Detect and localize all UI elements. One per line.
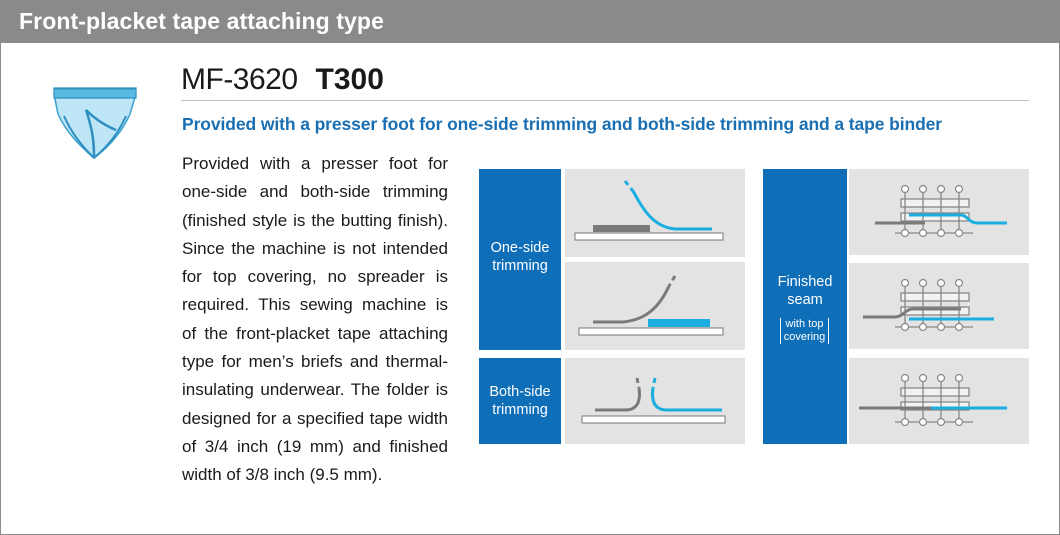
label-line: Both-side	[489, 384, 551, 400]
one-side-diagram-2	[565, 262, 745, 350]
page-title: Front-placket tape attaching type	[19, 8, 384, 34]
one-side-trimming-label	[479, 169, 561, 350]
divider	[181, 100, 1029, 101]
feature-headline: Provided with a presser foot for one-side trimming and both-side trimming and a tape binder	[182, 114, 943, 134]
note-line: covering	[783, 331, 826, 343]
finished-seam-diagram-3	[849, 358, 1029, 444]
note-line: with top	[785, 318, 824, 330]
header-bar	[0, 0, 1060, 43]
finished-seam-diagram-2	[849, 263, 1029, 349]
description-text: Provided with a presser foot for one-side and both-side trimming (finished style is the butting finish). Since the machine is not intended for top covering, no spreader is required. This sewing machine is of the front-placket tape attaching type for men’s briefs and thermal-insulating underwear. The folder is designed for a specified tape width of 3/4 inch (19 mm) and finished width of 3/8 inch (9.5 mm).	[182, 154, 448, 485]
model-code: MF-3620	[181, 63, 298, 96]
label-line: Finished	[777, 274, 833, 290]
label-line: trimming	[492, 402, 548, 418]
both-side-trimming-label	[479, 358, 561, 444]
finished-seam-diagram-1	[849, 169, 1029, 255]
subclass-code: T300	[315, 63, 384, 96]
label-line: One-side	[490, 240, 550, 256]
finished-seam-label	[763, 169, 847, 444]
model-heading	[181, 63, 384, 97]
with-top-covering-note	[780, 318, 829, 344]
label-line: trimming	[492, 258, 548, 274]
both-side-diagram	[565, 358, 745, 444]
briefs-icon	[50, 80, 140, 162]
one-side-diagram-1	[565, 169, 745, 257]
label-line: seam	[787, 292, 823, 308]
